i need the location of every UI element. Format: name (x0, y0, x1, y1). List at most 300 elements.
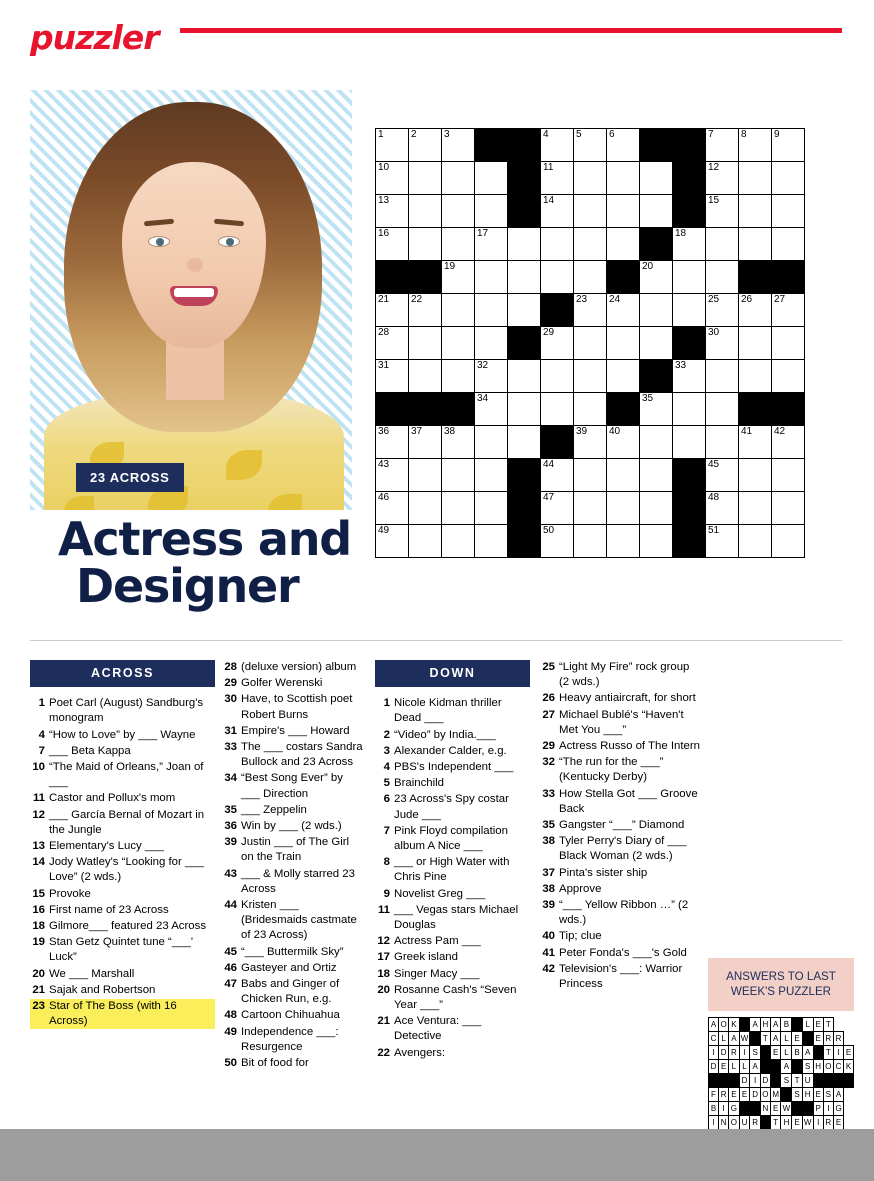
grid-cell[interactable] (739, 525, 772, 558)
grid-cell[interactable] (706, 327, 739, 360)
clue-item[interactable] (30, 839, 215, 854)
clue-item[interactable] (540, 962, 700, 992)
grid-cell-number: 47 (543, 492, 555, 503)
clue-item[interactable] (222, 660, 364, 675)
grid-cell[interactable] (376, 459, 409, 492)
clue-number: 36 (224, 820, 237, 833)
answers-cell: E (833, 1116, 843, 1130)
grid-cell[interactable] (376, 492, 409, 525)
clue-item[interactable] (375, 950, 530, 965)
grid-cell[interactable] (541, 129, 574, 162)
grid-cell[interactable] (541, 261, 574, 294)
grid-cell-blocked (508, 129, 541, 162)
grid-cell[interactable] (739, 129, 772, 162)
grid-cell[interactable] (640, 393, 673, 426)
clue-item[interactable] (222, 771, 364, 801)
grid-cell[interactable] (409, 525, 442, 558)
grid-cell[interactable] (607, 525, 640, 558)
answers-cell: C (833, 1060, 843, 1074)
clue-item[interactable] (30, 791, 215, 806)
clue-item[interactable] (540, 739, 700, 754)
grid-cell-number: 2 (411, 129, 417, 140)
grid-cell[interactable] (640, 459, 673, 492)
grid-cell[interactable] (706, 162, 739, 195)
grid-cell[interactable] (607, 327, 640, 360)
grid-cell[interactable] (376, 129, 409, 162)
grid-cell[interactable] (574, 195, 607, 228)
grid-cell-number: 11 (543, 162, 554, 173)
grid-cell[interactable] (475, 162, 508, 195)
photo-caption: 23 ACROSS (76, 463, 184, 492)
answers-cell: I (833, 1046, 843, 1060)
answers-cell: M (770, 1088, 780, 1102)
grid-cell-number: 51 (708, 525, 720, 536)
grid-cell[interactable] (409, 162, 442, 195)
grid-cell-blocked (475, 129, 508, 162)
clue-text: “___ Buttermilk Sky” (241, 945, 344, 958)
clue-item[interactable] (30, 696, 215, 726)
masthead-rule (180, 28, 842, 33)
grid-cell[interactable] (475, 426, 508, 459)
clue-item[interactable] (30, 903, 215, 918)
grid-cell[interactable] (574, 459, 607, 492)
grid-cell[interactable] (640, 525, 673, 558)
clue-item[interactable] (540, 898, 700, 928)
grid-cell[interactable] (409, 129, 442, 162)
clue-item[interactable] (540, 834, 700, 864)
clue-item[interactable] (30, 728, 215, 743)
answers-cell: U (739, 1116, 750, 1130)
grid-cell[interactable] (607, 426, 640, 459)
photo-smile (170, 286, 218, 306)
clue-number: 1 (383, 697, 390, 710)
clue-item[interactable] (222, 1056, 364, 1071)
clue-item[interactable] (540, 755, 700, 785)
grid-cell-blocked (508, 327, 541, 360)
clue-text: “Video” by India.___ (394, 728, 496, 741)
grid-cell[interactable] (442, 228, 475, 261)
grid-cell[interactable] (772, 327, 805, 360)
grid-cell[interactable] (772, 525, 805, 558)
grid-cell[interactable] (475, 492, 508, 525)
clue-text: Castor and Pollux's mom (49, 792, 176, 805)
answers-cell: R (823, 1116, 833, 1130)
grid-cell[interactable] (574, 525, 607, 558)
clue-text: Rosanne Cash's “Seven Year ___” (394, 983, 517, 1012)
grid-cell[interactable] (772, 360, 805, 393)
clue-item[interactable] (540, 818, 700, 833)
clue-item[interactable] (222, 692, 364, 722)
grid-cell[interactable] (442, 360, 475, 393)
clue-item[interactable] (222, 819, 364, 834)
answers-cell: N (719, 1116, 729, 1130)
grid-cell[interactable] (442, 129, 475, 162)
clue-item[interactable] (540, 946, 700, 961)
grid-cell-number: 35 (642, 393, 654, 404)
grid-cell[interactable] (574, 261, 607, 294)
grid-cell[interactable] (772, 426, 805, 459)
answers-row (709, 1018, 854, 1032)
grid-cell[interactable] (607, 492, 640, 525)
answers-cell: B (792, 1046, 802, 1060)
grid-cell[interactable] (541, 492, 574, 525)
clue-item[interactable] (30, 999, 215, 1029)
grid-cell[interactable] (541, 228, 574, 261)
grid-cell[interactable] (574, 294, 607, 327)
answers-cell: L (719, 1032, 729, 1046)
clue-item[interactable] (540, 866, 700, 881)
answers-cell: E (844, 1046, 854, 1060)
clue-item[interactable] (540, 929, 700, 944)
grid-row (376, 426, 805, 459)
grid-cell[interactable] (607, 162, 640, 195)
grid-cell[interactable] (475, 195, 508, 228)
grid-cell[interactable] (376, 162, 409, 195)
grid-cell[interactable] (706, 360, 739, 393)
answers-cell: E (770, 1102, 780, 1116)
answers-cell-blocked (813, 1046, 823, 1060)
grid-cell[interactable] (706, 195, 739, 228)
grid-cell[interactable] (541, 393, 574, 426)
grid-cell[interactable] (574, 129, 607, 162)
grid-cell[interactable] (475, 228, 508, 261)
grid-cell[interactable] (475, 459, 508, 492)
grid-cell[interactable] (409, 426, 442, 459)
grid-cell[interactable] (541, 327, 574, 360)
clue-item[interactable] (222, 977, 364, 1007)
answers-cell-blocked (709, 1074, 719, 1088)
clue-text: ___ & Molly starred 23 Across (241, 867, 355, 895)
clue-item[interactable] (540, 660, 700, 690)
clue-number: 25 (542, 661, 555, 673)
grid-cell[interactable] (739, 162, 772, 195)
clue-number: 31 (224, 724, 237, 737)
clue-text: Heavy antiaircraft, for short (559, 692, 696, 705)
grid-cell[interactable] (442, 162, 475, 195)
clue-text: Novelist Greg ___ (394, 887, 486, 900)
grid-cell[interactable] (442, 426, 475, 459)
clue-number: 35 (224, 803, 237, 816)
grid-cell[interactable] (673, 261, 706, 294)
grid-cell[interactable] (640, 294, 673, 327)
clue-text: Approve (559, 882, 602, 895)
grid-cell[interactable] (574, 360, 607, 393)
grid-cell[interactable] (607, 228, 640, 261)
clue-item[interactable] (540, 708, 700, 738)
clue-number: 20 (377, 983, 390, 996)
grid-cell[interactable] (508, 261, 541, 294)
grid-cell-blocked (541, 294, 574, 327)
clue-text: “The Maid of Orleans,” Joan of ___ (49, 761, 204, 789)
grid-cell[interactable] (772, 195, 805, 228)
clue-item[interactable] (540, 787, 700, 817)
answers-cell-blocked (770, 1060, 780, 1074)
cover-photo (30, 90, 352, 510)
clue-item[interactable] (375, 855, 530, 885)
grid-cell[interactable] (475, 327, 508, 360)
answers-cell: A (750, 1018, 760, 1032)
grid-cell[interactable] (409, 327, 442, 360)
clue-item[interactable] (30, 887, 215, 902)
answers-cell: K (844, 1060, 854, 1074)
clue-item[interactable] (30, 967, 215, 982)
page-title-line1: Actress and (58, 512, 352, 566)
clue-number: 48 (224, 1009, 237, 1022)
grid-cell[interactable] (442, 525, 475, 558)
grid-cell[interactable] (607, 360, 640, 393)
answers-cell: S (802, 1060, 813, 1074)
grid-cell-number: 33 (675, 360, 687, 371)
clue-item[interactable] (375, 1046, 530, 1061)
grid-cell-number: 17 (477, 228, 489, 239)
grid-cell[interactable] (574, 426, 607, 459)
clue-item[interactable] (222, 803, 364, 818)
masthead-logo: puzzler (30, 18, 159, 57)
clue-item[interactable] (540, 691, 700, 706)
grid-cell[interactable] (442, 261, 475, 294)
answers-cell: G (833, 1102, 843, 1116)
answers-cell: I (709, 1116, 719, 1130)
grid-cell[interactable] (475, 261, 508, 294)
answers-cell: I (750, 1074, 760, 1088)
grid-cell[interactable] (409, 195, 442, 228)
clue-item[interactable] (30, 808, 215, 838)
grid-cell[interactable] (706, 426, 739, 459)
grid-cell[interactable] (508, 426, 541, 459)
grid-cell[interactable] (772, 294, 805, 327)
grid-cell[interactable] (772, 492, 805, 525)
clue-item[interactable] (222, 867, 364, 897)
grid-cell[interactable] (508, 294, 541, 327)
grid-cell[interactable] (640, 195, 673, 228)
grid-cell-blocked (673, 162, 706, 195)
grid-cell[interactable] (673, 228, 706, 261)
grid-cell[interactable] (442, 327, 475, 360)
grid-cell[interactable] (772, 228, 805, 261)
answers-cell: I (709, 1046, 719, 1060)
grid-cell[interactable] (409, 228, 442, 261)
grid-cell[interactable] (442, 294, 475, 327)
grid-cell[interactable] (640, 162, 673, 195)
grid-cell[interactable] (673, 360, 706, 393)
grid-cell[interactable] (640, 327, 673, 360)
clue-item[interactable] (222, 740, 364, 770)
grid-row (376, 261, 805, 294)
clue-number: 45 (224, 945, 237, 958)
grid-cell[interactable] (376, 360, 409, 393)
clue-number: 38 (542, 882, 555, 895)
grid-cell[interactable] (772, 162, 805, 195)
clue-item[interactable] (222, 1008, 364, 1023)
grid-cell[interactable] (574, 393, 607, 426)
grid-cell[interactable] (409, 294, 442, 327)
clue-text: Gilmore___ featured 23 Across (49, 920, 207, 933)
clue-item[interactable] (375, 967, 530, 982)
grid-cell[interactable] (376, 294, 409, 327)
clue-number: 29 (224, 677, 237, 690)
grid-cell[interactable] (607, 129, 640, 162)
grid-cell[interactable] (673, 393, 706, 426)
grid-cell[interactable] (541, 162, 574, 195)
grid-cell[interactable] (409, 360, 442, 393)
photo-nose (187, 258, 203, 272)
clue-item[interactable] (30, 935, 215, 965)
grid-cell[interactable] (541, 459, 574, 492)
grid-cell[interactable] (706, 459, 739, 492)
grid-cell[interactable] (442, 195, 475, 228)
grid-cell[interactable] (739, 294, 772, 327)
clue-number: 1 (38, 697, 45, 710)
clue-item[interactable] (375, 760, 530, 775)
clue-item[interactable] (222, 1025, 364, 1055)
clue-item[interactable] (222, 835, 364, 865)
page-title (58, 512, 368, 613)
answers-cell: W (739, 1032, 750, 1046)
grid-cell[interactable] (640, 492, 673, 525)
grid-cell[interactable] (574, 228, 607, 261)
grid-cell[interactable] (376, 228, 409, 261)
grid-cell[interactable] (739, 360, 772, 393)
grid-row (376, 360, 805, 393)
answers-cell: S (781, 1074, 792, 1088)
grid-cell[interactable] (739, 492, 772, 525)
grid-row (376, 228, 805, 261)
grid-cell[interactable] (409, 492, 442, 525)
grid-cell[interactable] (376, 327, 409, 360)
grid-cell[interactable] (706, 228, 739, 261)
clue-item[interactable] (222, 945, 364, 960)
clue-item[interactable] (222, 724, 364, 739)
grid-cell[interactable] (706, 129, 739, 162)
answers-cell: D (719, 1046, 729, 1060)
clue-item[interactable] (30, 760, 215, 790)
clue-text: Star of The Boss (with 16 Across) (49, 1000, 177, 1028)
answers-cell-blocked (833, 1074, 843, 1088)
grid-cell-number: 26 (741, 294, 753, 305)
grid-cell[interactable] (541, 525, 574, 558)
clue-item[interactable] (30, 983, 215, 998)
clue-item[interactable] (222, 961, 364, 976)
grid-cell[interactable] (607, 459, 640, 492)
clue-item[interactable] (540, 882, 700, 897)
clue-item[interactable] (375, 776, 530, 791)
grid-cell[interactable] (739, 426, 772, 459)
grid-row (376, 525, 805, 558)
grid-cell[interactable] (706, 492, 739, 525)
grid-cell[interactable] (475, 360, 508, 393)
grid-cell[interactable] (706, 294, 739, 327)
grid-cell[interactable] (508, 393, 541, 426)
answers-row (709, 1046, 854, 1060)
answers-cell: D (739, 1074, 750, 1088)
clue-item[interactable] (375, 903, 530, 933)
answers-cell: L (802, 1018, 813, 1032)
grid-cell[interactable] (739, 228, 772, 261)
clue-text: Actress Pam ___ (394, 935, 481, 948)
clue-text: How Stella Got ___ Groove Back (559, 787, 698, 815)
crossword-grid[interactable] (375, 128, 805, 558)
grid-cell[interactable] (376, 426, 409, 459)
grid-cell-blocked (673, 459, 706, 492)
clue-number: 40 (542, 930, 555, 943)
grid-cell[interactable] (739, 327, 772, 360)
grid-cell[interactable] (574, 327, 607, 360)
clue-item[interactable] (30, 919, 215, 934)
grid-cell[interactable] (541, 360, 574, 393)
clue-item[interactable] (30, 744, 215, 759)
grid-cell[interactable] (607, 195, 640, 228)
clue-item[interactable] (375, 1014, 530, 1044)
clue-item[interactable] (375, 696, 530, 726)
grid-cell[interactable] (706, 525, 739, 558)
clue-text: ___ Beta Kappa (49, 744, 131, 757)
clue-text: Bit of food for (241, 1057, 309, 1070)
grid-cell[interactable] (475, 294, 508, 327)
answers-cell: I (719, 1102, 729, 1116)
grid-cell[interactable] (607, 294, 640, 327)
grid-cell[interactable] (574, 492, 607, 525)
clue-item[interactable] (222, 898, 364, 944)
grid-cell-blocked (640, 228, 673, 261)
grid-cell[interactable] (442, 492, 475, 525)
clue-item[interactable] (375, 887, 530, 902)
grid-cell[interactable] (640, 426, 673, 459)
grid-cell[interactable] (706, 261, 739, 294)
clue-text: ___ Zeppelin (241, 803, 307, 816)
grid-cell[interactable] (673, 294, 706, 327)
grid-cell[interactable] (409, 459, 442, 492)
grid-cell[interactable] (673, 426, 706, 459)
grid-cell[interactable] (739, 459, 772, 492)
grid-cell[interactable] (376, 525, 409, 558)
clue-text: Alexander Calder, e.g. (394, 744, 507, 757)
answers-cell: I (739, 1046, 750, 1060)
answers-cell-blocked (719, 1074, 729, 1088)
grid-cell[interactable] (442, 459, 475, 492)
clue-item[interactable] (222, 676, 364, 691)
grid-row (376, 162, 805, 195)
grid-cell-number: 19 (444, 261, 456, 272)
clue-item[interactable] (30, 855, 215, 885)
grid-cell[interactable] (376, 195, 409, 228)
clue-number: 16 (32, 903, 45, 916)
grid-cell[interactable] (640, 261, 673, 294)
clue-text: (deluxe version) album (241, 661, 357, 673)
grid-cell[interactable] (739, 195, 772, 228)
grid-cell-number: 32 (477, 360, 489, 371)
grid-cell[interactable] (574, 162, 607, 195)
clue-item[interactable] (375, 934, 530, 949)
grid-cell[interactable] (772, 459, 805, 492)
answers-cell-blocked (760, 1116, 770, 1130)
answers-cell: P (813, 1102, 823, 1116)
clue-item[interactable] (375, 728, 530, 743)
clue-item[interactable] (375, 792, 530, 822)
grid-cell[interactable] (706, 393, 739, 426)
clue-number: 22 (377, 1046, 390, 1059)
grid-cell[interactable] (475, 525, 508, 558)
clue-item[interactable] (375, 744, 530, 759)
grid-cell[interactable] (475, 393, 508, 426)
page-bottom-bar (0, 1129, 874, 1181)
grid-cell[interactable] (772, 129, 805, 162)
grid-cell[interactable] (508, 360, 541, 393)
clue-item[interactable] (375, 983, 530, 1013)
grid-cell-number: 13 (378, 195, 390, 206)
grid-cell[interactable] (541, 195, 574, 228)
clue-item[interactable] (375, 824, 530, 854)
grid-cell[interactable] (508, 228, 541, 261)
